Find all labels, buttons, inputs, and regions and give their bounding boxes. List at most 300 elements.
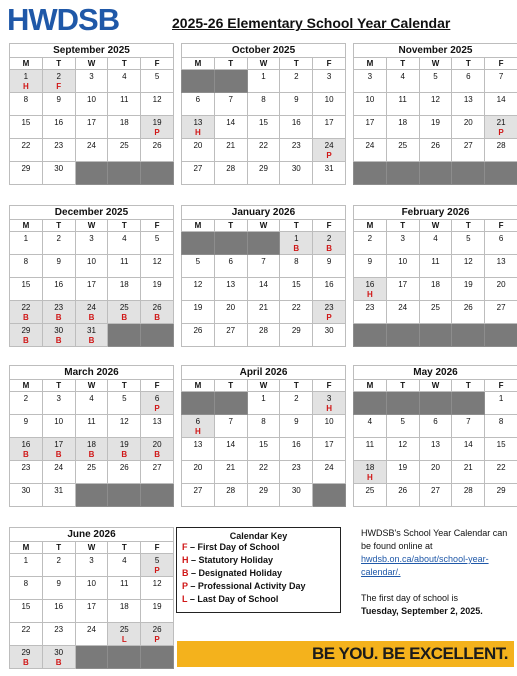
empty-day-cell <box>354 162 387 185</box>
day-number: 12 <box>119 417 129 426</box>
day-code: B <box>293 244 300 253</box>
weekday-header: F <box>485 220 517 232</box>
day-number: 29 <box>21 326 31 335</box>
day-cell <box>108 438 141 461</box>
day-cell <box>75 116 108 139</box>
day-cell <box>485 438 517 461</box>
day-number: 6 <box>228 257 233 266</box>
day-number: 4 <box>122 72 127 81</box>
day-number: 23 <box>291 141 301 150</box>
day-number: 16 <box>291 118 301 127</box>
day-number: 2 <box>294 72 299 81</box>
day-cell <box>141 93 174 116</box>
day-cell <box>10 301 43 324</box>
day-number: 1 <box>261 394 266 403</box>
month-name: April 2026 <box>182 366 346 380</box>
day-cell <box>313 324 346 347</box>
day-number: 12 <box>431 95 440 104</box>
day-number: 29 <box>259 486 268 495</box>
day-cell <box>182 93 215 116</box>
day-cell <box>452 70 485 93</box>
day-code: B <box>121 313 128 322</box>
day-number: 19 <box>152 602 162 611</box>
day-number: 10 <box>398 257 408 266</box>
day-cell <box>182 116 215 139</box>
day-cell <box>10 278 43 301</box>
day-cell <box>42 93 75 116</box>
day-cell <box>419 438 452 461</box>
day-cell <box>182 162 215 185</box>
day-number: 25 <box>365 486 375 495</box>
day-number: 29 <box>21 164 31 173</box>
day-number: 3 <box>89 556 94 565</box>
day-cell <box>108 554 141 577</box>
day-number: 11 <box>120 579 129 588</box>
month-calendar <box>181 43 346 185</box>
day-cell <box>75 392 108 415</box>
day-cell <box>42 415 75 438</box>
month-calendar <box>9 43 174 185</box>
day-cell <box>42 139 75 162</box>
day-code: L <box>121 635 127 644</box>
slogan-text: BE YOU. BE EXCELLENT. <box>311 644 508 663</box>
day-number: 27 <box>463 141 473 150</box>
day-number: 4 <box>400 72 405 81</box>
empty-day-cell <box>354 392 387 415</box>
day-number: 15 <box>496 440 506 449</box>
day-number: 23 <box>365 303 375 312</box>
day-number: 14 <box>226 118 236 127</box>
day-number: 4 <box>122 234 127 243</box>
day-number: 31 <box>87 326 96 335</box>
empty-day-cell <box>182 392 215 415</box>
day-number: 18 <box>398 118 408 127</box>
day-number: 16 <box>291 440 301 449</box>
day-cell <box>313 392 346 415</box>
day-cell <box>42 324 75 347</box>
day-cell <box>214 93 247 116</box>
empty-day-cell <box>214 70 247 93</box>
day-number: 17 <box>87 118 96 127</box>
empty-day-cell <box>452 324 485 347</box>
day-number: 25 <box>431 303 440 312</box>
day-number: 22 <box>291 303 301 312</box>
day-code: H <box>195 128 201 137</box>
day-number: 5 <box>400 417 405 426</box>
weekday-header: T <box>108 220 141 232</box>
weekday-header: T <box>42 542 75 554</box>
day-number: 8 <box>23 257 29 266</box>
day-cell <box>419 139 452 162</box>
day-number: 26 <box>193 326 203 335</box>
key-label: First Day of School <box>197 542 280 552</box>
month-calendar <box>353 43 517 185</box>
day-cell <box>42 70 75 93</box>
day-number: 6 <box>498 234 504 243</box>
day-cell <box>10 461 43 484</box>
day-cell <box>452 139 485 162</box>
day-number: 10 <box>365 95 375 104</box>
day-number: 20 <box>193 463 203 472</box>
day-number: 13 <box>431 440 440 449</box>
day-cell <box>42 461 75 484</box>
calendar-key-title: Calendar Key <box>229 531 288 541</box>
month-calendar <box>9 365 174 507</box>
day-code: B <box>88 313 95 322</box>
day-cell <box>313 232 346 255</box>
day-number: 14 <box>259 280 268 289</box>
day-cell <box>452 278 485 301</box>
day-cell <box>354 255 387 278</box>
weekday-header: W <box>75 542 108 554</box>
day-number: 15 <box>291 280 301 289</box>
day-cell <box>141 438 174 461</box>
day-cell <box>42 600 75 623</box>
day-number: 9 <box>294 417 299 426</box>
day-number: 9 <box>23 417 29 426</box>
day-cell <box>182 139 215 162</box>
day-cell <box>10 139 43 162</box>
day-cell <box>386 278 419 301</box>
day-cell <box>141 577 174 600</box>
day-number: 5 <box>433 72 438 81</box>
day-cell <box>141 255 174 278</box>
day-code: B <box>55 658 62 667</box>
day-number: 11 <box>120 95 129 104</box>
day-cell <box>141 70 174 93</box>
day-cell <box>280 461 313 484</box>
day-number: 8 <box>498 417 504 426</box>
info-line-2: The first day of school is <box>361 593 459 603</box>
day-cell <box>419 93 452 116</box>
day-number: 13 <box>193 440 203 449</box>
day-number: 3 <box>367 72 373 81</box>
day-number: 5 <box>154 234 160 243</box>
empty-day-cell <box>141 646 174 669</box>
day-cell <box>386 93 419 116</box>
empty-day-cell <box>214 392 247 415</box>
month-name: January 2026 <box>182 206 346 220</box>
empty-day-cell <box>419 324 452 347</box>
day-cell <box>108 392 141 415</box>
day-code: P <box>154 404 160 413</box>
day-cell <box>75 577 108 600</box>
day-number: 5 <box>195 257 201 266</box>
day-number: 22 <box>21 303 31 312</box>
day-number: 6 <box>195 417 201 426</box>
day-cell <box>10 438 43 461</box>
day-cell <box>247 484 280 507</box>
day-cell <box>10 162 43 185</box>
weekday-header: F <box>141 58 174 70</box>
day-number: 20 <box>463 118 473 127</box>
day-number: 1 <box>498 394 504 403</box>
day-cell <box>141 116 174 139</box>
day-cell <box>141 232 174 255</box>
day-number: 30 <box>324 326 334 335</box>
day-cell <box>280 162 313 185</box>
day-cell <box>485 70 517 93</box>
day-cell <box>141 301 174 324</box>
weekday-header: T <box>42 58 75 70</box>
day-code: B <box>88 336 95 345</box>
weekday-header: T <box>214 220 247 232</box>
day-cell <box>75 232 108 255</box>
day-cell <box>10 232 43 255</box>
day-cell <box>386 139 419 162</box>
empty-day-cell <box>452 392 485 415</box>
day-cell <box>452 232 485 255</box>
day-number: 24 <box>87 625 96 634</box>
day-number: 14 <box>463 440 473 449</box>
day-cell <box>108 301 141 324</box>
day-number: 23 <box>54 141 64 150</box>
day-number: 26 <box>152 303 162 312</box>
weekday-header: M <box>182 220 215 232</box>
day-number: 10 <box>87 579 96 588</box>
day-number: 25 <box>398 141 408 150</box>
day-number: 3 <box>89 72 94 81</box>
month-calendar <box>353 365 517 507</box>
day-number: 21 <box>226 141 236 150</box>
day-cell <box>452 116 485 139</box>
day-cell <box>141 415 174 438</box>
weekday-header: F <box>313 220 346 232</box>
day-cell <box>214 139 247 162</box>
day-number: 12 <box>398 440 408 449</box>
day-cell <box>10 70 43 93</box>
day-cell <box>313 438 346 461</box>
day-number: 6 <box>195 95 201 104</box>
day-cell <box>280 255 313 278</box>
day-cell <box>214 278 247 301</box>
day-code: B <box>154 450 160 459</box>
day-cell <box>419 484 452 507</box>
weekday-header: T <box>42 220 75 232</box>
day-cell <box>214 301 247 324</box>
empty-day-cell <box>386 162 419 185</box>
weekday-header: F <box>141 220 174 232</box>
day-cell <box>313 278 346 301</box>
day-cell <box>108 623 141 646</box>
weekday-header: T <box>386 58 419 70</box>
day-cell <box>313 116 346 139</box>
day-number: 22 <box>496 463 506 472</box>
day-number: 30 <box>54 164 64 173</box>
day-number: 3 <box>326 394 332 403</box>
day-number: 21 <box>496 118 506 127</box>
day-number: 10 <box>54 417 64 426</box>
day-cell <box>141 139 174 162</box>
weekday-header: M <box>10 220 43 232</box>
day-cell <box>485 278 517 301</box>
day-cell <box>485 116 517 139</box>
weekday-header: M <box>182 380 215 392</box>
day-number: 19 <box>119 440 129 449</box>
day-cell <box>214 255 247 278</box>
day-cell <box>354 415 387 438</box>
day-number: 26 <box>119 463 129 472</box>
weekday-header: M <box>10 380 43 392</box>
day-cell <box>141 623 174 646</box>
day-number: 19 <box>398 463 408 472</box>
weekday-header: W <box>247 220 280 232</box>
day-number: 29 <box>21 648 31 657</box>
day-number: 19 <box>431 118 440 127</box>
day-number: 27 <box>193 164 203 173</box>
day-number: 7 <box>261 257 266 266</box>
day-cell <box>75 415 108 438</box>
weekday-header: F <box>313 58 346 70</box>
month-name: March 2026 <box>10 366 174 380</box>
day-number: 23 <box>54 625 64 634</box>
day-number: 9 <box>326 257 332 266</box>
day-cell <box>75 93 108 116</box>
weekday-header: W <box>419 220 452 232</box>
day-cell <box>42 646 75 669</box>
day-number: 8 <box>23 95 29 104</box>
weekday-header: F <box>141 542 174 554</box>
day-number: 1 <box>261 72 266 81</box>
day-cell <box>10 392 43 415</box>
key-item: H – Statutory Holiday <box>182 555 274 565</box>
day-cell <box>10 554 43 577</box>
day-number: 10 <box>87 257 96 266</box>
day-code: P <box>326 313 332 322</box>
day-cell <box>386 415 419 438</box>
day-number: 16 <box>365 280 375 289</box>
day-cell <box>313 255 346 278</box>
day-cell <box>214 415 247 438</box>
day-cell <box>386 232 419 255</box>
day-cell <box>247 116 280 139</box>
day-number: 13 <box>193 118 203 127</box>
day-number: 17 <box>324 440 334 449</box>
day-cell <box>419 232 452 255</box>
day-cell <box>42 438 75 461</box>
day-number: 12 <box>193 280 203 289</box>
day-cell <box>214 116 247 139</box>
day-number: 16 <box>54 118 64 127</box>
day-cell <box>214 324 247 347</box>
day-number: 3 <box>326 72 332 81</box>
day-code: B <box>326 244 332 253</box>
calendar-link[interactable]: hwdsb.on.ca/about/school-year-calendar/. <box>361 554 489 577</box>
day-number: 17 <box>324 118 334 127</box>
key-code: L <box>182 594 188 604</box>
day-number: 18 <box>87 440 96 449</box>
day-number: 28 <box>226 486 236 495</box>
day-cell <box>108 139 141 162</box>
day-cell <box>354 461 387 484</box>
day-cell <box>10 93 43 116</box>
day-number: 15 <box>259 118 268 127</box>
day-code: B <box>23 336 29 345</box>
weekday-header: W <box>419 380 452 392</box>
day-cell <box>313 93 346 116</box>
day-code: P <box>498 128 504 137</box>
day-cell <box>452 301 485 324</box>
day-number: 12 <box>463 257 473 266</box>
day-cell <box>108 461 141 484</box>
day-number: 2 <box>56 556 61 565</box>
month-name: December 2025 <box>10 206 174 220</box>
day-number: 30 <box>291 486 301 495</box>
day-cell <box>485 415 517 438</box>
day-cell <box>354 278 387 301</box>
day-cell <box>280 484 313 507</box>
day-cell <box>452 93 485 116</box>
empty-day-cell <box>214 232 247 255</box>
day-cell <box>247 255 280 278</box>
day-number: 7 <box>228 95 233 104</box>
day-cell <box>75 324 108 347</box>
day-number: 3 <box>400 234 405 243</box>
weekday-header: T <box>452 220 485 232</box>
day-cell <box>141 600 174 623</box>
day-number: 21 <box>463 463 473 472</box>
empty-day-cell <box>419 392 452 415</box>
day-cell <box>247 278 280 301</box>
day-number: 25 <box>119 625 129 634</box>
day-cell <box>10 484 43 507</box>
day-number: 16 <box>324 280 334 289</box>
day-number: 14 <box>226 440 236 449</box>
day-cell <box>75 623 108 646</box>
hwdsb-logo: HWDSB <box>7 2 120 37</box>
day-cell <box>108 600 141 623</box>
day-cell <box>485 461 517 484</box>
day-cell <box>247 461 280 484</box>
day-cell <box>182 324 215 347</box>
day-number: 8 <box>294 257 299 266</box>
day-number: 4 <box>433 234 438 243</box>
day-code: B <box>23 313 29 322</box>
weekday-header: T <box>108 542 141 554</box>
empty-day-cell <box>108 646 141 669</box>
day-number: 24 <box>54 463 64 472</box>
empty-day-cell <box>182 70 215 93</box>
weekday-header: F <box>313 380 346 392</box>
day-cell <box>485 392 517 415</box>
day-number: 5 <box>154 556 160 565</box>
day-cell <box>108 577 141 600</box>
day-number: 19 <box>152 118 162 127</box>
info-line-1: HWDSB's School Year Calendar can be found online at <box>361 528 508 551</box>
day-cell <box>280 278 313 301</box>
day-number: 2 <box>23 394 29 403</box>
day-code: H <box>23 82 29 91</box>
day-number: 21 <box>259 303 268 312</box>
day-number: 28 <box>259 326 268 335</box>
day-number: 24 <box>324 141 334 150</box>
day-code: H <box>367 473 373 482</box>
day-number: 13 <box>226 280 236 289</box>
day-cell <box>141 461 174 484</box>
day-number: 26 <box>152 625 162 634</box>
day-number: 17 <box>54 440 64 449</box>
day-code: H <box>367 290 373 299</box>
weekday-header: F <box>485 58 517 70</box>
day-number: 11 <box>87 417 96 426</box>
empty-day-cell <box>386 392 419 415</box>
day-cell <box>75 255 108 278</box>
day-number: 10 <box>324 95 334 104</box>
day-number: 2 <box>294 394 299 403</box>
day-cell <box>42 577 75 600</box>
day-cell <box>280 232 313 255</box>
day-cell <box>280 415 313 438</box>
